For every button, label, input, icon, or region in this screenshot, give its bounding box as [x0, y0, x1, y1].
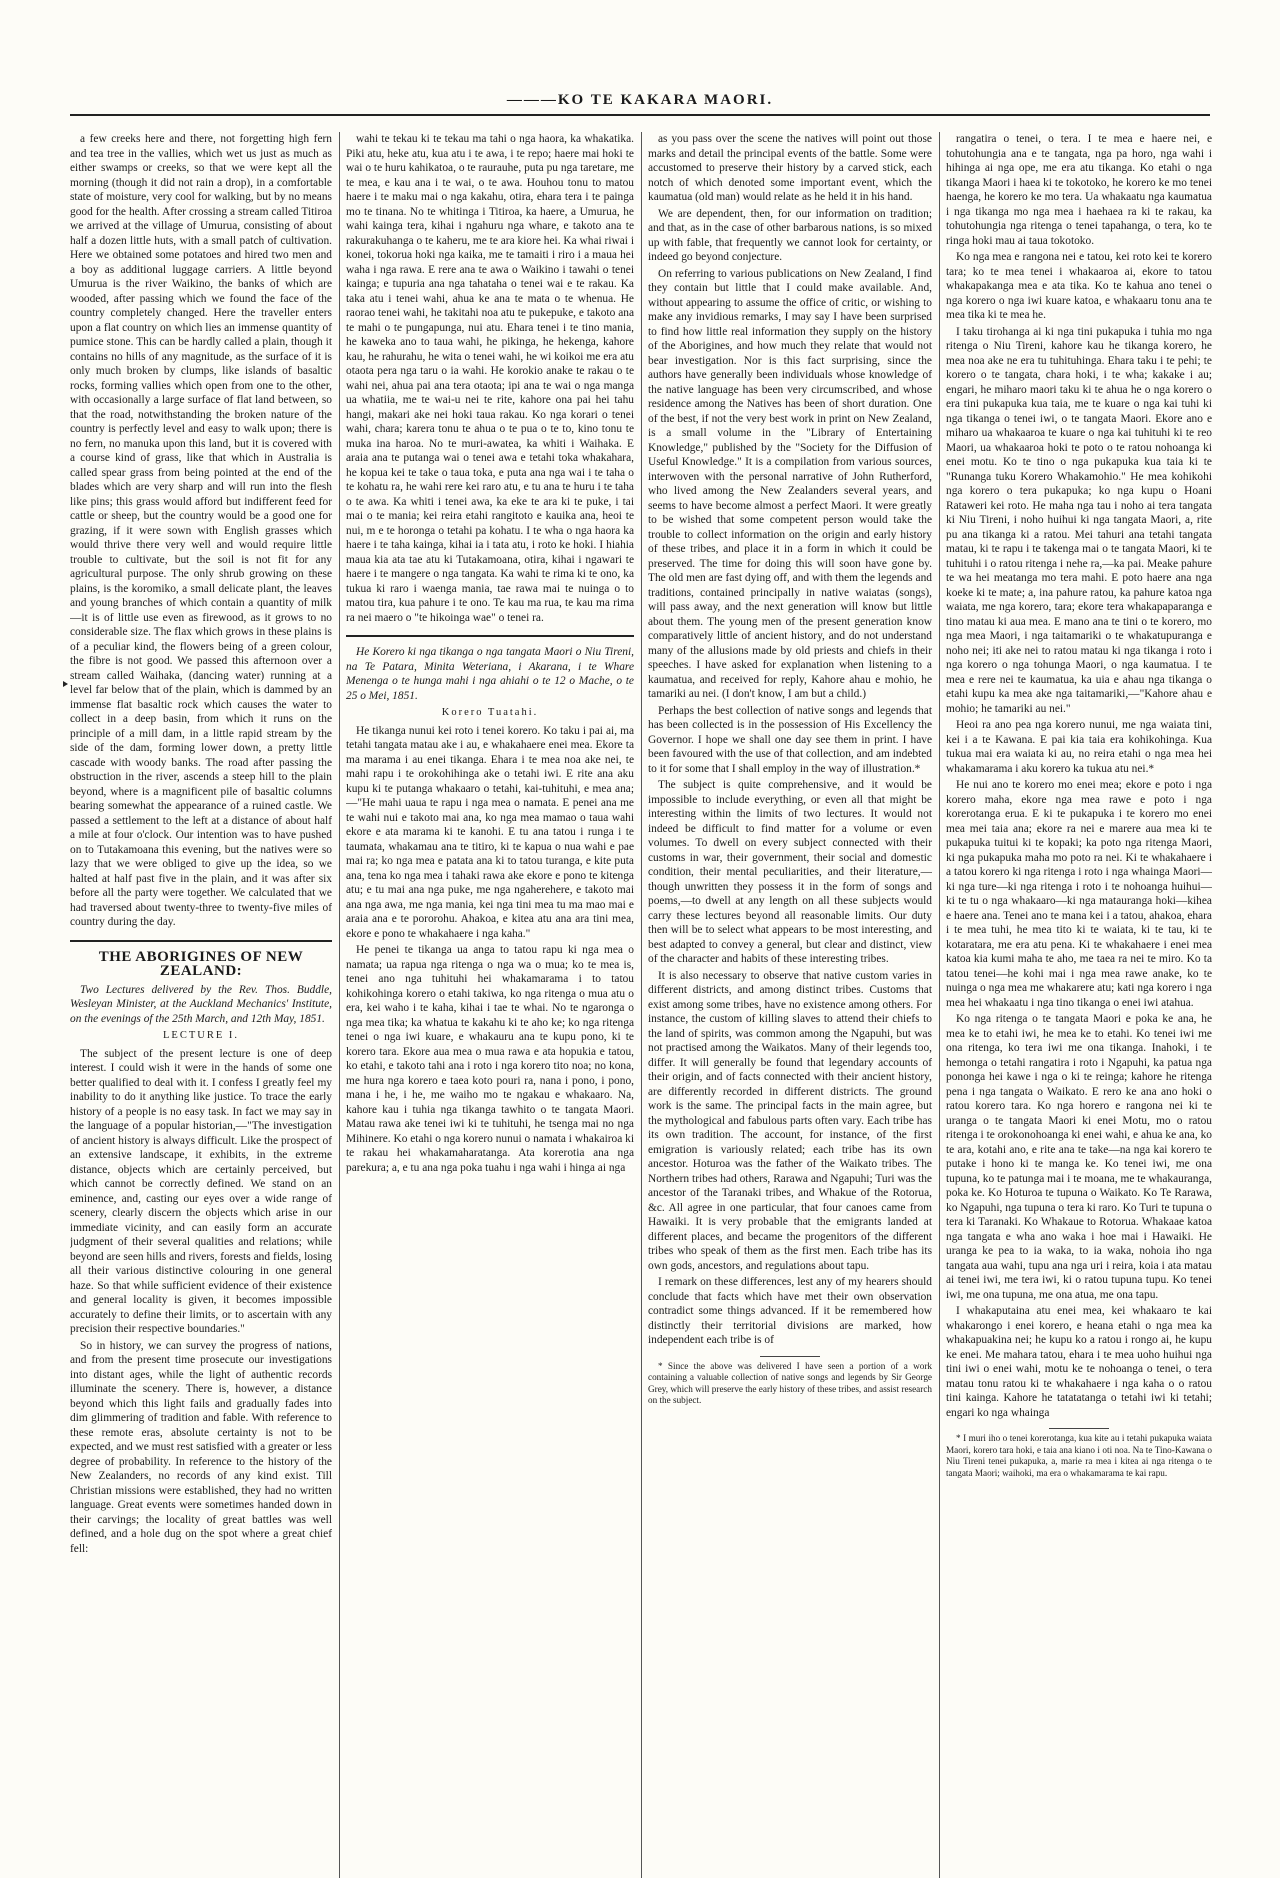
footnote-divider: [760, 1356, 820, 1357]
column-maori-lecture: [946, 132, 1212, 1878]
lecture-paragraph-maori: Heoi ra ano pea nga korero nunui, me nga waiata tini, kei i a te Kawana. E pai kia taia era kohikohinga. Kua tukua mai era waiata ki au, no reira etahi o nga mea hei whakamarama i aku korero ka tukua atu nei.*: [946, 719, 1212, 775]
lecture-paragraph-maori: Ko nga mea e rangona nei e tatou, kei roto kei te korero tara; ko te mea tenei i whakaaroa ai, ekore to tatou whakapakanga mea e ata tika. Ko te kahua ano tenei o nga korero o nga iwi kuare katoa, e whakaaru tonu ana te mea tika ki te mea he.: [946, 251, 1212, 321]
lecture-paragraph-maori: I taku tirohanga ai ki nga tini pukapuka i tuhia mo nga ritenga o Niu Tireni, kahore kau he tikanga korero, he mea noa ake ne era tu tuhituhinga. Ehara taku i te pehi; te korero o te tangata, chara hoki, i te wha; kakake i au; engari, he miharo maori taku ki te ahua he o nga korero o era tini pukapuka kua taia, me te kuare o nga kai tuhi ki nga tikanga o tenei iwi, o te tangata Maori. Ekore ano e miharo ua whakaaroa te kuare o nga kai tuhituhi ki te reo Maori, ua whakaaroa hoki te poto o te ratou nohoanga ki enei motu. Ko te tino o nga pukapuka kua taia ki te "Runanga tuku Korero Whakamohio." He mea kohikohi nga korero o tera pukapuka; ko nga kupu o Hoani Rataweri kei roto. He maha nga tau i noho ai tera tangata ki Niu Tireni, i noho huihui ki nga tangata Maori, a, rite pu ana tikanga ki a ratou. Mei tahuri ana tetahi tangata matau, ki te rapu i te takenga mai o te tangata Maori, ki te tuhituhi i o ratou ritenga i nehe ra,—ka pai. Meake pahure te wa hei meatanga mo tera mahi. E poto haere ana nga koeke ki te mate; a, ina pahure ratou, ka pahure katoa nga waiata, me nga korero, tara; ekore tera whakapaparanga e tino matau ki aua mea. E mano ana te tini o te korero, mo nga mea Maori, i nga taitamariki o te whakatupuranga e noho nei; iti ake nei to ratou matau ki nga tikanga i roto i nga korero o nga tohunga Maori, o nga kaumatua. I te mea e rere nei te kaumatua, ka uia e ahau nga tikanga o etahi kupu ka mea ake nga taitamariki,—"Kahore ahau e mohio; he tamariki au nei.": [946, 325, 1212, 715]
lecture-paragraph-maori: He tikanga nunui kei roto i tenei korero. Ko taku i pai ai, ma tetahi tangata matau ake i au, e whakahaere enei mea. Ekore ta ma marama i au enei tikanga. Ehara i te mea noa ake nei, te mahi rapu i te orokohihinga ake o tetahi iwi. E rite ana aku kupu ki te putanga whakaaro o tetahi, kai-tuhituhi, e mea ana;—"He mahi uaua te rapu i nga mea o namata. E penei ana me te wahi nui e takoto mai ana, ko nga mea mamao o taua wahi ekore e ata marama ki te kanohi. E tu ana tatou i runga i te taumata, whakamau ana te titiro, ki te kapua o nua wahi e pae mai ra; ko nga mea e patata ana ki to tatou turanga, e kite puta ana, tena ko nga mea i tahaki rawa ake ekore e pono te kitenga atu; e tu mai ana nga puke, me nga ngaherehere, e takoto mai ana nga awa, me nga mania, kei nga tini mea tu ma mao mai e araia ana e te pororohu. Ahakoa, e kitea atu ana ara tini mea, ekore e pono te whakahaere i nga kaha.": [346, 724, 634, 940]
section-divider: [70, 940, 332, 942]
lecture-paragraph: I remark on these differences, lest any of my hearers should conclude that facts which have met their own observation contradict some things advanced. If it be remembered how distinctly their territorial divisions are marked, how independent each tribe is of: [648, 1276, 932, 1346]
section-divider: [346, 635, 634, 637]
lecture-label: LECTURE I.: [163, 1030, 239, 1041]
article-subtitle: Two Lectures delivered by the Rev. Thos. Buddle, Wesleyan Minister, at the Auckland Mechanics' Institute, on the evenings of the 25th March, and 12th May, 1851.: [70, 983, 332, 1025]
article-heading: THE ABORIGINES OF NEW ZEALAND:: [98, 948, 304, 979]
footnote-maori: * I muri iho o tenei korerotanga, kua kite au i tetahi pukapuka waiata Maori, korero tara hoki, e taia ana kiano i oti noa. Na te Tino-Kawana o Niu Tireni tenei pukapuka, a, marie ra mea i kitea ai nga ritenga o te tangata Maori; waihoki, ma era o whakamarama te kai rapu.: [946, 1433, 1212, 1478]
lecture-paragraph: The subject of the present lecture is one of deep interest. I could wish it were in the hands of some one better qualified to deal with it. I confess I greatly feel my inability to do it anything like justice. To trace the early history of a people is no easy task. In fact we may say in the language of a popular historian,—"The investigation of ancient history is always difficult. Like the prospect of an extensive landscape, it exhibits, in the extreme distance, objects which are certainly perceived, but which cannot be correctly defined. We stand on an eminence, and, casting our eyes over a wide range of scenery, clearly discern the objects which arise in our immediate vicinity, and can easily form an accurate judgment of their several qualities and relations; while beyond are seen hills and rivers, forests and fields, losing all their various distinctive colouring in one general haze. So that while sufficient evidence of their existence and general locality is given, it becomes impossible accurately to define their limits, or to ascertain with any precision their respective boundaries.": [70, 1047, 332, 1335]
lecture-paragraph-maori: I whakaputaina atu enei mea, kei whakaaro te kai whakarongo i enei korero, e heana etahi o nga mea ka whakapuakina nei; he kupu ko a ratou i rongo ai, he kupu ke enei. Me mahara tatou, ehara i te mea uoho huihui nga tini iwi o enei wahi, motu ke te nohoanga o tenei, o tera matau tonu ratou ki te whakahaere i nga kaha o o ratou tini kainga. Kahore he tatatatanga o tetahi iwi ki tetahi; engari ko nga whainga: [946, 1305, 1212, 1419]
lecture-paragraph: Perhaps the best collection of native songs and legends that has been collected is in the possession of His Excellency the Governor. I hope we shall one day see them in print. I have been favoured with the use of that collection, and am indebted to it for some that I shall employ in the way of illustration.*: [648, 704, 932, 775]
footnote: * Since the above was delivered I have seen a portion of a work containing a valuable collection of native songs and legends by Sir George Grey, which will preserve the early history of these tribes, and assist research on the subject.: [648, 1360, 932, 1405]
column-rule: [939, 132, 940, 1878]
lecture-paragraph-maori: rangatira o tenei, o tera. I te mea e haere nei, e tohutohungia ana e te tangata, nga pa horo, nga wahi i hihinga ai nga ope, me era atu tikanga. Ko etahi o nga tikanga Maori i haea ki te tokotoko, he korero ke mo tenei haenga, he korero ke mo tera. Ua whakaatu nga kaumatua i nga tikanga mo nga mea i haehaea ra ki te rakau, ka tohutohungia nga ritenga o tenei tapahanga, o tera, ko te ringa hoki mau ai taua tokotoko.: [946, 133, 1212, 247]
page-header: ———KO TE KAKARA MAORI.: [70, 92, 1210, 116]
lecture-paragraph: The subject is quite comprehensive, and it would be impossible to include everything, or even all that might be interesting within the limits of two lectures. It would not indeed be difficult to find matter for a volume or even volumes. To dwell on every subject connected with their customs in war, their government, their social and domestic condition, their mental peculiarities, and their literature,—though unwritten they possess it in the form of songs and poems,—to dwell at any length on all these subjects would carry these lectures beyond all reasonable limits. Our duty then will be to select what appears to be most interesting, and best adapted to convey a general, but clear and distinct, view of the character and habits of these interesting tribes.: [648, 779, 932, 965]
lecture-paragraph-maori: He penei te tikanga ua anga to tatou rapu ki nga mea o namata; ua rapua nga ritenga o nga wa o mua; ko te mea is, tenei ano nga tuhituhi hei whakamarama i to tatou kohikohinga korero o etahi takiwa, ko nga ritenga o mua atu o era, kei waho i te kaha, kihai i tae te whai. No te ngaronga o nga mea tika; ka whatua te kakahu ki te aho ke; ko nga ritenga tenei o nga iwi kuare, e whakauru ana te kupu pono, ki te korero tara. Ekore aua mea o mua rawa e ata hopukia e tatou, ko etahi, e takoto tahi ana i roto i nga korero tito noa; no kona, me hura nga korero e taea koto pouri ra, nana i pono, i pono, mana i he, i he, me waiho mo te ngakau e whakaaro. Na, kahore kau i tuhia nga tikanga tawhito o te tangata Maori. Matau rawa ake tenei iwi ki te tuhituhi, he tsenga mai no nga Mihinere. Ko etahi o nga korero nunui o namata i whakairoa ki te rakau hei whakamaharatanga. Ata korerotia ana nga parekura; a, e tu ana nga poka tuahu i nga wahi i hinga ai nga: [346, 944, 634, 1174]
lecture-paragraph: So in history, we can survey the progress of nations, and from the present time prosecute our investigations into distant ages, while the light of authentic records illuminate the scenery. There is, however, a distance beyond which this light fails and gradually fades into dim glimmering of tradition and fable. With reference to these remote eras, absolute certainty is not to be expected, and we must rest satisfied with a greater or less degree of probability. In reference to the history of the New Zealanders, no records of any kind exist. Till Christian missions were established, they had no written language. Great events were sometimes handed down in their carvings; the locality of great battles was well defined, and a hole dug on the spot where a great chief fell:: [70, 1339, 332, 1555]
article-heading-maori: He Korero ki nga tikanga o nga tangata Maori o Niu Tireni, na Te Patara, Minita Weteriana, i Akarana, i te Whare Menenga o te hunga mahi i nga ahiahi o te 12 o Mache, o te 25 o Mei, 1851.: [346, 646, 634, 702]
column-maori-journal: [346, 132, 634, 1878]
lecture-paragraph: On referring to various publications on New Zealand, I find they contain but little that I could make available. And, without appearing to assume the office of critic, or wishing to make any invidious remarks, I may say I have been surprised to find how little real information they supply on the history of the Aborigines, and how much they relate that would not bear investigation. Nor is this fact surprising, since the authors have generally been individuals whose knowledge of the native language has been very circumscribed, and whose residence among the Natives has been of short duration. One of the best, if not the very best work in print on New Zealand, is a small volume in the "Library of Entertaining Knowledge," published by the "Society for the Diffusion of Useful Knowledge." It is a compilation from various sources, interwoven with the personal narrative of John Rutherford, who lived among the New Zealanders several years, and seems to have become almost a perfect Maori. It were greatly to be wished that some competent person would take the trouble to collect information on the origin and early history of these tribes, and place it in a form in which it could be preserved. The time for doing this will soon have gone by. The old men are fast dying off, and with them the legends and traditions, contained principally in native waiatas (songs), will pass away, and the next generation will know but little about them. The young men of the present generation know comparatively little of ancient history, and do not understand many of the allusions made by old priests and chiefs in their speeches. I have asked for explanation when listening to a kaumatua, and received for reply, Kahore ahau e mohio, he tamariki au nei. (I don't know, I am but a child.): [648, 267, 932, 700]
column-english-lecture: [648, 132, 932, 1878]
footnote-divider: [1049, 1428, 1109, 1429]
lecture-paragraph: We are dependent, then, for our information on tradition; and that, as in the case of other barbarous nations, is so mixed up with fable, that frequently we cannot look for certainty, or indeed go beyond conjecture.: [648, 207, 932, 263]
column-rule: [641, 132, 642, 1878]
column-rule: [339, 132, 340, 1878]
lecture-label-maori: Korero Tuatahi.: [441, 707, 539, 718]
lecture-paragraph: as you pass over the scene the natives will point out those marks and detail the principal events of the battle. Some were accustomed to preserve their history by a carved stick, each notch of which denoted some important event, which the kaumatua (old man) would relate as he held it in his hand.: [648, 133, 932, 203]
lecture-paragraph: It is also necessary to observe that native custom varies in different districts, and among distinct tribes. Customs that exist among some tribes, have no existence among others. For instance, the custom of killing slaves to attend their chiefs to the land of spirits, was common among the Ngapuhi, but was not practised among the Waikatos. Many of their legends too, differ. It will generally be found that legendary accounts of their origin, and of facts connected with their ancient history, are differently recorded in different districts. The ground work is the same. The principal facts in the main agree, but the mythological and fabulous parts often vary. Each tribe has its own tradition. The account, for instance, of the first emigration is variously related; each tribe has its own ancestor. Hoturoa was the father of the Waikato tribes. The Northern tribes had others, Rarawa and Ngapuhi; Turi was the ancestor of the Taranaki tribes, and Whakue of the Rotorua, &c. All agree in one particular, that four canoes came from Hawaiki. It is very probable that the emigrants landed at different places, and became the progenitors of the different tribes who speak of them as the first men. Each tribe has its own gods, ancestors, and regulations about tapu.: [648, 969, 932, 1272]
column-english-journal: [70, 132, 332, 1878]
journal-paragraph: a few creeks here and there, not forgetting high fern and tea tree in the vallies, which wet us just as much as either swamps or creeks, so that we were kept all the morning (though it did not rain a drop), in a comfortable state of moisture, very cool for walking, but by no means good for the health. After crossing a stream called Titiroa we arrived at the village of Umurua, consisting of about half a dozen little huts, with a small patch of cultivation. Here we obtained some potatoes and hired two men and a boy as additional luggage carriers. A little beyond Umurua is the river Waikino, the banks of which are wooded, after passing which we found the face of the country completely changed. Here the traveller enters upon a flat country on which lies an immense quantity of pumice stone. This can be hardly called a plain, though it contains no hills of any magnitude, as the surface of it is only much broken by clumps, like islands of basaltic rocks, forming vallies which open from one to the other, with occasionally a large surface of flat land between, so that the road, notwithstanding the broken nature of the country is perfectly level and easy to walk upon; there is no fern, no manuka upon this land, but it is covered with a course kind of grass, like that which in Australia is called spear grass from being pointed at the end of the blades which are very sharp and will run into the flesh like pins; this grass would afford but indifferent feed for cattle or sheep, but the country would be a good one for grazing, if it were sown with English grasses which would thrive there very well and would require little trouble to cultivate, but the soil is not fit for any agricultural purpose. The only shrub growing on these plains, is the koromiko, a small delicate plant, the leaves and young branches of which contain a quantity of milk—it is of little use even as firewood, as it grows to no considerable size. The flax which grows in these plains is of a peculiar kind, the flowers being of a green colour, the fibre is not good. We passed this afternoon over a stream called Waihaka, (dancing water) running at a level far below that of the plain, which is dammed by an immense flat basaltic rock which causes the water to collect in a deep basin, from which it runs on the principle of a mill dam, in a little rapid stream by the side of the dam, forming lower down, a pretty little cascade with woody banks. The road after passing the obstruction in the river, ascends a steep hill to the plain beyond, where is a magnificent pile of basaltic columns bearing somewhat the appearance of a ruined castle. We passed a settlement to the left at a distance of about half a mile at four o'clock. Our intention was to have pushed on to Tutakamoana this evening, but the natives were so lazy that we were obliged to give up the idea, so we halted at half past five in the plain, and it was after six before all the party were together. We calculated that we had traversed about twenty-three to twenty-five miles of country during the day.: [70, 133, 332, 928]
lecture-paragraph-maori: He nui ano te korero mo enei mea; ekore e poto i nga korero maha, ekore nga mea rawe e poto i nga korerotanga erua. E ki te pukapuka i te korero mo enei mea mei taia ana; ekore ra nei e marere aua mea ki te pukapuka tuitui ki te kopaki; ka poto nga ritenga Maori, ki nga pukapuka maha mo poto ra nei. Ki te whakahaere i a tatou korero ki nga ritenga i roto i nga whainga Maori—ki nga ture—ki nga ritenga i roto i te nohoanga huihui—ki te tu o nga whakaaro—ki nga matauranga hoki—kihea e haere ana. Tenei ano te mana kei i a tatou, ahakoa, ehara i te mea tuhi, he mea tito ki te waiata, ki te tau, ki te kotaratara, me era atu pena. Ki te whakahaere i enei mea katoa kia kumi maha te aho, me taea ra nei te miro. Ko ta tatou tenei—he kohi mai i nga mea rawe anake, ko te nuinga o nga mea me whakarere atu; kati nga korero i nga mea hei whakaatu i nga tino tikanga o enei iwi atahua.: [946, 779, 1212, 1009]
pointing-hand-icon: [62, 680, 70, 688]
journal-paragraph-maori: wahi te tekau ki te tekau ma tahi o nga haora, ka whakatika. Piki atu, heke atu, kua atu i te awa, i te repo; haere mai hoki te wai o te huru kahikatoa, o te raurauhe, puta pu nga taretare, me te mea, e kau ana i te wai, o te awa. Houhou tonu to matou haere i te maku mai o nga kakahu, otira, ehara tera i te painga mo te tinana. No te whitinga i Titiroa, ka haere, a Umurua, he wahi kainga tera, kihai i ngahuru nga whare, e takoto ana te rakurakuhanga o te kaheru, me te ara kiore hei. Ka whai riwai i konei, tokorua hoki nga kaika, me te tamaiti i riro i a maua hei waha i nga rawa. E rere ana te awa o Waikino i tawahi o tenei kainga; e tupuria ana nga tahataha o tenei wai e te rakau. Ka taka atu i tenei wahi, ahua ke ana te mata o te whenua. He raorao tenei wahi, he takitahi noa atu te pukepuke, e takoto ana te mahi o te pungapunga, nui atu. Ehara tenei i te tino mania, he kaweka ano to taua wahi, he pikinga, he hekenga, kahore kau, he rahurahu, he wita o tenei wahi, he wi koikoi me era atu otaota pera nga taru o ia wahi. He korokio anake te rakau o te wahi nei, ahua pai ana tera otaota; ipi ana te wai o nga manga ua whatiia, me te wai-u nei te rite, kahore ona pai hei tahu hangi, makari ake nei hoki taua rakau. Ko nga korari o tenei wahi, chara; karera tonu te ahua o te pua o te to, kino tonu te muka ina haroa. No te muri-awatea, ka whiti i Waihaka. E araia ana te putanga wai o tenei awa e tetahi toka whakahara, he kopua kei te take o taua toka, e puta ana nga wai i te taha o te kohatu ra, he wahi rere kei raro atu, e tu ana te huru i te taha o te awa. Ka whiti i tenei awa, ka eke te ara ki te puke, i tai mai o te mania; kei reira etahi rangitoto e kauika ana, heoi te nui, m e te horonga o tetahi pa kohatu. I te wha o nga haora ka haere i te taha kainga, kihai ia i tata atu, i roto ke hoki. I hiahia maua kia ata tae atu ki Tutakamoana, otira, kihai i ngawari te haere i te mangere o nga tangata. Ka wahi te rima ki te ono, ka tukua ki raro i waenga mania, tae rawa mai te nuinga o to matou tira, kua pahure i te ono. Te kau ma rua, te kau ma rima ra nei maero o "te hikoinga wae" o tenei ra.: [346, 133, 634, 624]
lecture-paragraph-maori: Ko nga ritenga o te tangata Maori e poka ke ana, he mea ke to etahi iwi, he mea ke to etahi. Ko tenei iwi me ona ritenga, ko tera iwi me ona tikanga. Inahoki, i te hemonga o tetahi rangatira i roto i Ngapuhi, ka patua nga pononga hei kawe i nga o ki te reinga; kahore he ritenga pena i nga tangata o Waikato. E rero ke ana ano hoki o ratou korero tara. Ko nga horero e rangona nei ki te uranga o te tangata Maori ki enei Motu, mo o ratou ritenga i te orokonohoanga ki enei wahi, e ahua ke ana, ko te ara, kotahi ano, e rite ana te take—na nga kai korero te putake i hono ki te manga ke. Ko tenei iwi, me ona tupuna, ko te patunga mai i te moana, me te whakauranga, poka ke. Ko Hoturoa te tupuna o Waikato. Ko Te Rarawa, ko Ngapuhi, nga tupuna o tera ki raro. Ko Turi te tupuna o tera ki Taranaki. Ko Whakaue to Rotorua. Whakaae katoa nga tangata e wha ano waka i hoe mai i Hawaiki. He uranga ke pea to ia waka, to ia waka, nohoia iho nga tangata aua wahi, tupu ana nga uri i reira, koia i ata matau ai tenei iwi, me tera iwi, ki o ratou tupuna tupu. Ko tenei iwi, me ona tupuna, me ona atua, me ona tapu.: [946, 1013, 1212, 1301]
